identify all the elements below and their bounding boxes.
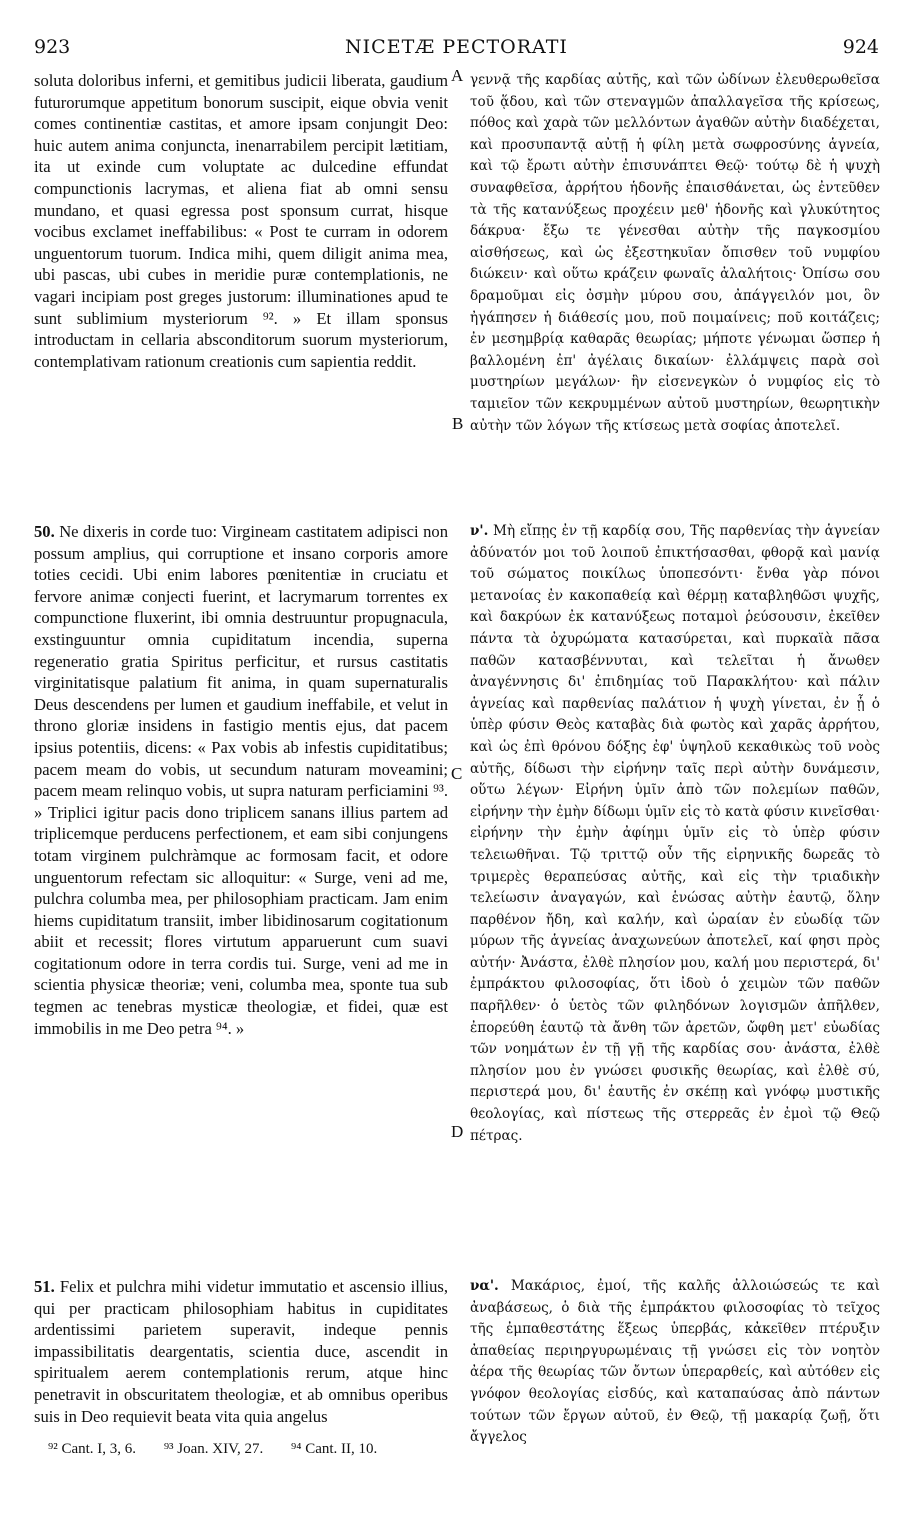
paragraph-number: να'. [470, 1278, 499, 1294]
footnotes [48, 1441, 868, 1458]
paragraph-number: 51. [34, 1277, 55, 1296]
greek-paragraph-51 [470, 1276, 880, 1449]
margin-marker-c: C [451, 764, 463, 783]
latin-paragraph-51 [34, 1276, 448, 1427]
greek-column-block-3 [470, 1276, 880, 1449]
footnote-92: ⁹² Cant. I, 3, 6. [48, 1441, 137, 1457]
greek-column-block-2 [470, 521, 880, 1147]
paragraph-text: Ne dixeris in corde tuo: Virgineam castitatem adipisci non possum amplius, qui corruptione et insano corporis amore toties cecidi. Ubi enim labores pœnitentiæ in cruciatu et fervore animæ conjecti fuerint, et lacrymarum torrentes ex compunctione fluxerint, ibi omnia destruuntur propugnacula, exstinguuntur omnia cupiditatum incendia, superna regeneratio gratia Spiritus perficitur, et rursus castitatis virginitatisque palatium fit anima, in quam supernaturalis Deus descendens per lumen et gaudium ineffabile, et velut in throno gloriæ insidens in fastigio mentis ejus, dat pacem ipsius potentiis, dicens: « Pax vobis ab infestis cupiditatibus; pacem meam do vobis, ut secundum naturam moveamini; pacem meam relinquo vobis, ut supra naturam perficiamini ⁹³. » Triplici igitur pacis dono triplicem sanans illius partem ad triplicemque perducens perfectionem, et eam sibi conjungens totam virginem pulchràmque ac formosam facit, et odore unguentorum refectam sic alloquitur: « Surge, veni ad me, pulchra columba mea, per philosophiam practicam. Jam enim hiems cupiditatum transiit, imber libidinosarum cogitationum abiit et recessit; flores virtutum apparuerunt cum suavi cogitationum odore in terra cordis tui. Surge, veni ad me in scientia physicæ theoriæ; veni, columba mea, sponte tua sub tegmen ac tenebras mysticæ theologiæ, et fidei, quæ est immobilis in me Deo petra ⁹⁴. » [34, 522, 448, 1038]
margin-marker-a: A [451, 66, 464, 85]
greek-paragraph-50 [470, 521, 880, 1147]
latin-paragraph-50 [34, 521, 448, 1039]
left-page-number: 923 [34, 36, 71, 58]
running-title: NICETÆ PECTORATI [345, 36, 568, 58]
paragraph-text: Felix et pulchra mihi videtur immutatio et ascensio illius, qui per practicam philosophiam habitus in cupiditates ardentissimi parietem superavit, indeque pennis impassibilitatis deargentatis, scientia duce, ascendit in spiritualem aerem contemplationis rerum, atque hinc penetravit in obscuritatem theologiæ, et ab omnibus operibus suis in Deo requievit beata vita quia angelus [34, 1277, 448, 1426]
footnote-94: ⁹⁴ Cant. II, 10. [291, 1441, 378, 1457]
greek-paragraph: γεννᾷ τῆς καρδίας αὐτῆς, καὶ τῶν ὠδίνων ἐλευθερωθεῖσα τοῦ ᾅδου, καὶ τῶν στεναγμῶν ἀπαλλαγεῖσα τῆς κρίσεως, πόθος καὶ χαρὰ τῶν μελλόντων ἀγαθῶν αὐτὴν διαδέχεται, καὶ προσυπαντᾷ αὐτῇ ἡ φίλη μετὰ σωφροσύνης ἁγνεία, καὶ τῷ ἔρωτι αὐτὴν ἐπισυνάπτει Θεῷ· τούτῳ δὲ ἡ ψυχὴ συναφθεῖσα, ἀρρήτου ἡδονῆς ἐπαισθάνεται, ὡς ἐντεῦθεν τὰ τῆς κατανύξεως προχέειν μεθ' ἡδονῆς καὶ γλυκύτητος δάκρυα· ἔξω τε γένεσθαι αὐτὴν τῆς παγκοσμίου αἰσθήσεως, καὶ ὡς ἐξεστηκυῖαν ὄπισθεν τοῦ νυμφίου διώκειν· καὶ οὕτω κράζειν φωναῖς ἀλαλήτοις· Ὀπίσω σου δραμοῦμαι εἰς ὀσμὴν μύρου σου, ἀπάγγειλόν μοι, ὃν ἠγάπησεν ἡ διάθεσίς μου, ποῦ ποιμαίνεις; ποῦ κοιτάζεις; ἐν μεσημβρίᾳ καθαρᾶς θεωρίας; μήποτε γένωμαι ὥσπερ ἡ βαλλομένη ἐπ' ἀγέλαις δικαίων· ἐλλάμψεις παρὰ σοὶ μυστηρίων μεγάλων· ἣν εἰσενεγκὼν ὁ νυμφίος εἰς τὸ ταμιεῖον τῶν κεκρυμμένων αὐτοῦ μυστηρίων, θεωρητικὴν αὐτὴν τῶν λόγων τῆς κτίσεως μετὰ σοφίας ἀποτελεῖ. [470, 72, 880, 434]
latin-column-block-3 [34, 1276, 448, 1427]
paragraph-text: Μὴ εἴπῃς ἐν τῇ καρδίᾳ σου, Τῆς παρθενίας τὴν ἁγνείαν ἀδύνατόν μοι τοῦ λοιποῦ ἐπικτήσασθαι, φθορᾷ καὶ μανίᾳ τοῦ σώματος ποικίλως ὑποπεσόντι· ἔνθα γὰρ πόνοι μετανοίας ἐν κακοπαθείᾳ καὶ θέρμῃ καταβληθῶσι ψυχῆς, καὶ δακρύων ἐκ κατανύξεως ποταμοὶ ῥεύσουσιν, ἐκεῖθεν πάντα τὰ ὀχυρώματα κατασύρεται, καὶ πυρκαϊὰ πᾶσα παθῶν κατασβέννυται, καὶ τελεῖται ἡ ἄνωθεν ἀναγέννησις δι' ἐπιδημίας τοῦ Παρακλήτου· καὶ πάλιν ἁγνείας καὶ παρθενίας παλάτιον ἡ ψυχὴ γίνεται, ἐν ᾗ ὁ ὑπὲρ φύσιν Θεὸς καταβὰς διὰ φωτὸς καὶ χαρᾶς ἀρρήτου, καὶ ὡς ἐπὶ θρόνου δόξης ἐφ' ὑψηλοῦ κεκαθικὼς τοῦ νοὸς αὐτῆς, δίδωσι τὴν εἰρήνην ταῖς περὶ αὐτὴν δυνάμεσιν, οὕτω λέγων· Εἰρήνη ὑμῖν ἀπὸ τῶν πολεμίων παθῶν, εἰρήνην τὴν ἐμὴν δίδωμι ὑμῖν εἰς τὸ κατὰ φύσιν κινεῖσθαι· εἰρήνην τὴν ἐμὴν ἀφίημι ὑμῖν εἰς τὸ ὑπὲρ φύσιν τελειωθῆναι. Τῷ τριττῷ οὖν τῆς εἰρηνικῆς δωρεᾶς τὸ τριμερὲς θεραπεύσας αὐτῆς, καὶ εἰς τὴν τριαδικὴν τελείωσιν ἀναγαγών, καὶ ἑνώσας αὐτὴν ἑαυτῷ, ὅλην παρθένον ἤδη, καὶ καλήν, καὶ ὡραίαν ἐν εὐωδίᾳ τῶν μύρων τῆς ἁγνείας ἀναχωνεύων ἀποτελεῖ, καί φησι πρὸς αὐτήν· Ἀνάστα, ἐλθὲ πλησίον μου, καλή μου περιστερά, δι' ἐμπράκτου φιλοσοφίας, ὅτι ἰδοὺ ὁ χειμὼν τῶν παθῶν παρῆλθεν· ὁ ὑετὸς τῶν φιληδόνων λογισμῶν ἀπῆλθεν, ἐπορεύθη ἑαυτῷ τὰ ἄνθη τῶν ἀρετῶν, ὤφθη μετ' εὐωδίας τῶν νοημάτων ἐν τῇ γῇ τῆς καρδίας σου· ἀνάστα, ἐλθὲ πλησίον μου ἐν γνώσει φυσικῆς θεωρίας, καὶ ἐλθὲ σύ, περιστερά μου, δι' ἑαυτῆς ἐν σκέπῃ καὶ γνόφῳ μυστικῆς θεολογίας, καὶ πίστεως τῆς στερρεᾶς ἐν ἐμοὶ τῷ Θεῷ πέτρας. [470, 523, 880, 1144]
running-header [34, 36, 879, 62]
latin-column-block-2 [34, 521, 448, 1039]
latin-paragraph: soluta doloribus inferni, et gemitibus judicii liberata, gaudium futurorumque appetitum bonorum suscipit, eique obvia venit comes continentiæ castitas, et amore ipsam conjungit Deo: huic autem anima conjuncta, inenarrabilem percipit lætitiam, ita ut exinde cum voluptate ac dulcedine effundat compunctionis lacrymas, et aliena fiat ab omni sensu mundano, et quasi egressa post sponsum currat, hisque vocibus exclamet ineffabilibus: « Post te curram in odorem unguentorum tuorum. Indica mihi, quem diligit anima mea, ubi pascas, ubi cubes in meridie puræ contemplationis, ne vagari incipiam post greges justorum: illuminationes apud te sunt sublimium mysteriorum ⁹². » Et illam sponsus introductam in cellaria absconditorum suorum mysteriorum, contemplativam rationum creationis cum sapientia reddit. [34, 71, 448, 371]
greek-column-block-1 [470, 70, 880, 437]
right-page-number: 924 [842, 36, 879, 58]
footnote-93: ⁹³ Joan. XIV, 27. [163, 1441, 264, 1457]
paragraph-number: ν'. [470, 523, 489, 539]
margin-marker-d: D [451, 1122, 464, 1141]
latin-column-block-1 [34, 70, 448, 372]
paragraph-number: 50. [34, 522, 55, 541]
paragraph-text: Μακάριος, ἐμοί, τῆς καλῆς ἀλλοιώσεώς τε καὶ ἀναβάσεως, ὁ διὰ τῆς ἐμπράκτου φιλοσοφίας τὸ τεῖχος τῆς ἐμπαθεστάτης ἕξεως ὑπερβάς, κἀκεῖθεν πτέρυξιν ἀπαθείας περιηργυρωμέναις τῇ γνώσει εἰς τὸν νοητὸν ἀέρα τῆς θεωρίας τῶν ὄντων ὑπεραρθείς, καὶ αὐτόθεν εἰς γνόφον θεολογίας εἰσδύς, καὶ καταπαύσας ἀπὸ πάντων τούτων τῶν ἔργων αὐτοῦ, ἐν Θεῷ, τῇ μακαρίᾳ ζωῇ, ὅτι ἄγγελος [470, 1278, 880, 1446]
margin-marker-b: B [452, 414, 464, 433]
